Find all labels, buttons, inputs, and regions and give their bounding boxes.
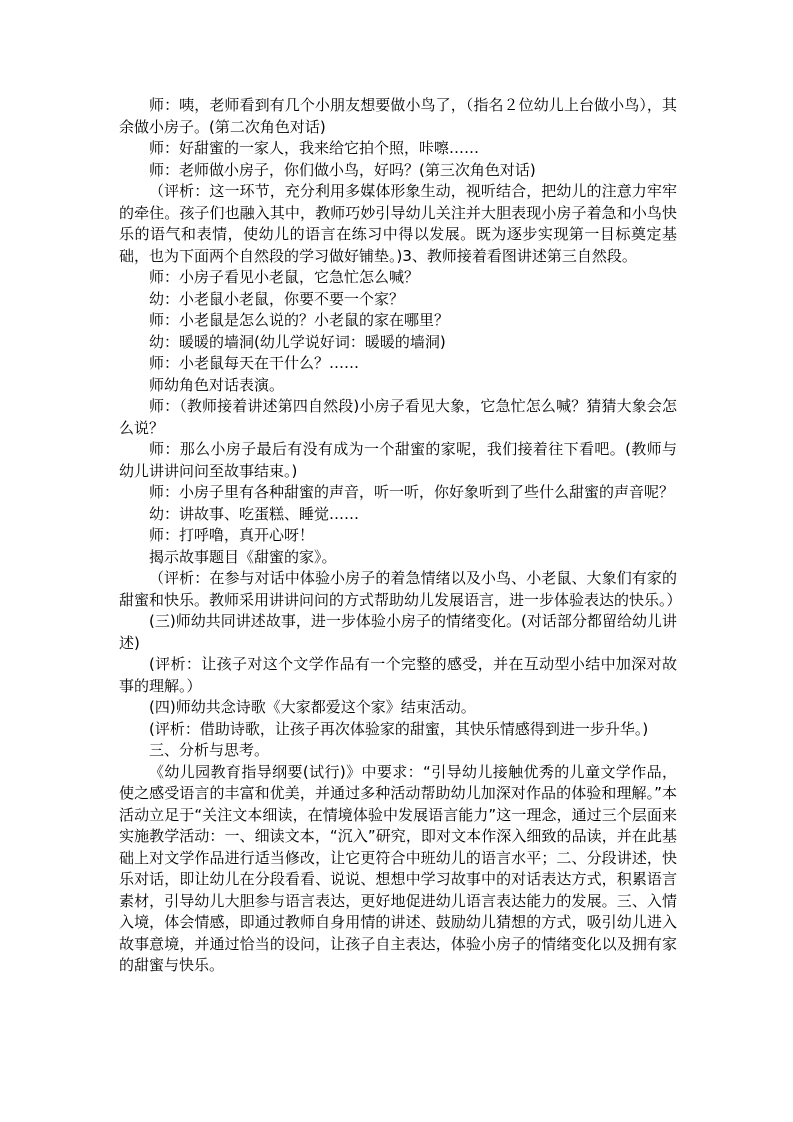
paragraph-child-answers-sounds: 幼：讲故事、吃蛋糕、睡觉…… (149, 504, 360, 523)
heading-analysis: 三、分析与思考。 (149, 741, 270, 759)
paragraph-role-play: 师幼角色对话表演。 (149, 375, 285, 394)
paragraph-commentary-multimedia: （评析：这一环节，充分利用多媒体形象生动，视听结合，把幼儿的注意力牢牢的牵住。孩子们也融入其中，教师巧妙引导幼儿关注并大胆表现小房子着急和小鸟快乐的语气和表情，使幼儿的语言在练习中得以发展。既为逐步实现第一目标奠定基础，也为下面两个自然段的学习做好铺垫。)3、教师接着看图讲述第三自然段。 (119, 182, 677, 265)
paragraph-house-sees-mouse: 师：小房子看见小老鼠，它急忙怎么喊？ (149, 268, 420, 286)
paragraph-third-role-dialogue: 师：老师做小房子，你们做小鸟，好吗？(第三次角色对话) (149, 160, 536, 179)
paragraph-commentary-poem: (评析：借助诗歌，让孩子再次体验家的甜蜜，其快乐情感得到进一步升华。) (149, 719, 649, 738)
paragraph-snoring-happy: 师：打呼噜，真开心呀！ (149, 526, 315, 544)
paragraph-teacher-two-kids-birds: 师：咦，老师看到有几个小朋友想要做小鸟了，（指名２位幼儿上台做小鸟），其余做小房子。(第二次角色对话) (119, 96, 677, 136)
paragraph-sweet-sounds: 师：小房子里有各种甜蜜的声音，听一听，你好象听到了些什么甜蜜的声音呢？ (149, 483, 675, 501)
paragraph-mouse-daily: 师：小老鼠每天在干什么？…… (149, 354, 360, 372)
paragraph-commentary-dialogue: （评析：在参与对话中体验小房子的着急情绪以及小鸟、小老鼠、大象们有家的甜蜜和快乐。教师采用讲讲问问的方式帮助幼儿发展语言，进一步体验表达的快乐。） (119, 569, 682, 609)
paragraph-child-calls-mouse: 幼：小老鼠小老鼠，你要不要一个家？ (149, 289, 405, 308)
paragraph-sweet-family-photo: 师：好甜蜜的一家人，我来给它拍个照，咔嚓…… (149, 139, 480, 157)
paragraph-warm-wall-hole: 幼：暖暖的墙洞(幼儿学说好词：暖暖的墙洞) (149, 332, 446, 351)
paragraph-story-continues: 师：那么小房子最后有没有成为一个甜蜜的家呢，我们接着往下看吧。(教师与幼儿讲讲问问至故事结束。) (119, 440, 677, 480)
document-body (119, 95, 682, 977)
paragraph-section-four: (四)师幼共念诗歌《大家都爱这个家》结束活动。 (149, 698, 476, 716)
paragraph-commentary-whole-story: (评析：让孩子对这个文学作品有一个完整的感受，并在互动型小结中加深对故事的理解。） (119, 655, 677, 695)
paragraph-house-sees-elephant: 师：（教师接着讲述第四自然段)小房子看见大象，它急忙怎么喊？猜猜大象会怎么说？ (119, 397, 677, 437)
paragraph-analysis-body: 《幼儿园教育指导纲要(试行)》中要求：“引导幼儿接触优秀的儿童文学作品，使之感受语言的丰富和优美，并通过多种活动帮助幼儿加深对作品的体验和理解。”本活动立足于“关注文本细读，在情境体验中发展语言能力”这一理念，通过三个层面来实施教学活动：一、细读文本，“沉入”研究，即对文本作深入细致的品读，并在此基础上对文学作品进行适当修改，让它更符合中班幼儿的语言水平；二、分段讲述，快乐对话，即让幼儿在分段看看、说说、想想中学习故事中的对话表达方式，积累语言素材，引导幼儿大胆参与语言表达，更好地促进幼儿语言表达能力的发展。三、入情入境，体会情感，即通过教师自身用情的讲述、鼓励幼儿猜想的方式，吸引幼儿进入故事意境，并通过恰当的设问，让孩子自主表达，体验小房子的情绪变化以及拥有家的甜蜜与快乐。 (119, 762, 677, 974)
paragraph-reveal-title: 揭示故事题目《甜蜜的家》。 (149, 547, 337, 566)
paragraph-section-three: (三)师幼共同讲述故事，进一步体验小房子的情绪变化。(对话部分都留给幼儿讲述) (119, 612, 677, 652)
paragraph-mouse-home-question: 师：小老鼠是怎么说的？小老鼠的家在哪里？ (149, 311, 450, 329)
